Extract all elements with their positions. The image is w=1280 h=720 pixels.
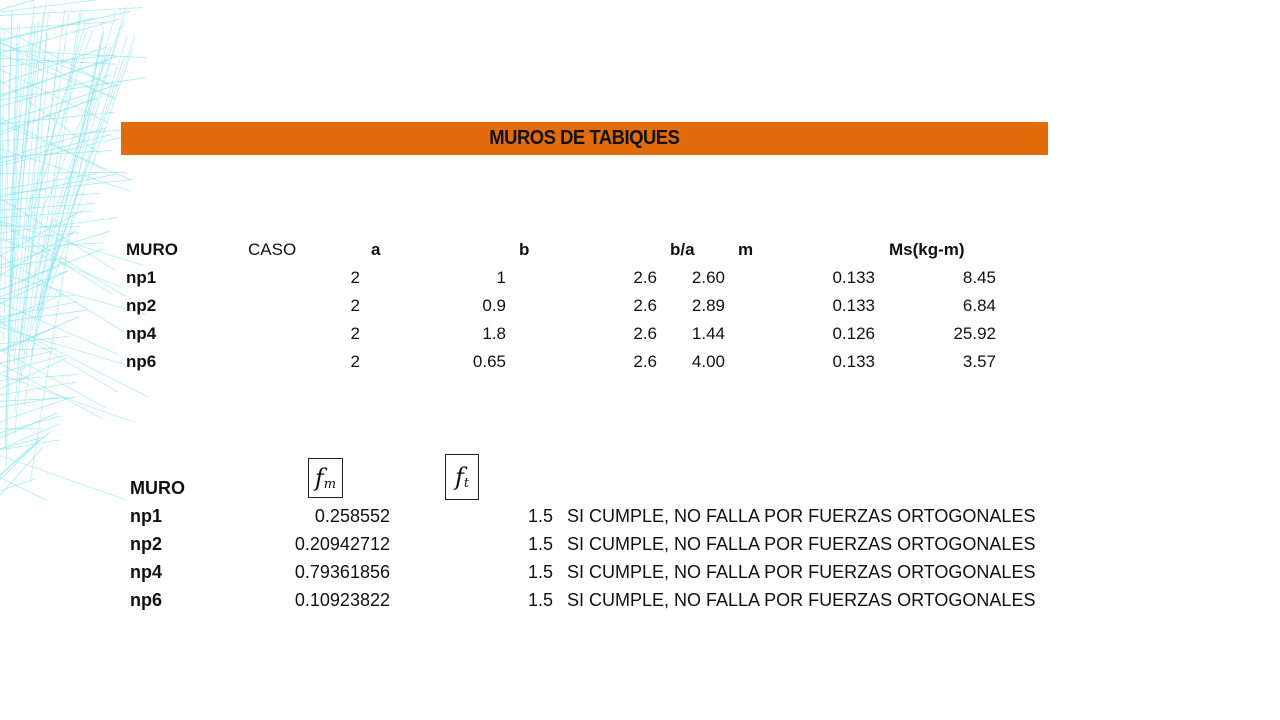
t1-b: 2.6 [633,296,657,315]
t2-result: SI CUMPLE, NO FALLA POR FUERZAS ORTOGONALES [567,534,1036,554]
t2-fm: 0.20942712 [294,534,390,554]
wireframe-line [0,363,103,419]
t1-muro: np6 [126,352,157,371]
wireframe-line [0,397,60,407]
t1-header-m: m [738,240,754,259]
t2-fm: 0.258552 [314,506,390,526]
t1-header-ba: b/a [670,240,695,259]
t1-header-a: a [371,240,381,259]
t2-muro: np6 [130,590,163,610]
page-title: MUROS DE TABIQUES [489,127,680,149]
t1-caso: 2 [350,268,360,287]
wireframe-line [0,479,34,490]
t1-ba: 2.60 [691,268,725,287]
t1-ba: 2.89 [691,296,725,315]
t1-ba: 1.44 [691,324,725,343]
t1-a: 1.8 [482,324,506,343]
t1-a: 0.65 [472,352,506,371]
t2-ft: 1.5 [527,590,553,610]
t1-ms: 6.84 [962,296,996,315]
t1-header-caso: CASO [248,240,297,259]
wireframe-line [0,0,124,10]
t1-caso: 2 [350,324,360,343]
t1-ms: 3.57 [962,352,996,371]
fm-symbol-sub: m [323,476,337,492]
t1-ms: 25.92 [953,324,996,343]
t1-m: 0.133 [832,296,875,315]
t1-header-b: b [519,240,530,259]
t1-ms: 8.45 [962,268,996,287]
wireframe-line [0,243,104,248]
t1-m: 0.126 [832,324,875,343]
t1-b: 2.6 [633,324,657,343]
wireframe-line [0,455,130,500]
ft-symbol [445,454,479,500]
t2-result: SI CUMPLE, NO FALLA POR FUERZAS ORTOGONALES [567,506,1036,526]
t2-fm: 0.79361856 [294,562,390,582]
t1-m: 0.133 [832,268,875,287]
t1-muro: np2 [126,296,157,315]
t2-muro: np4 [130,562,163,582]
wireframe-line [37,57,124,311]
t1-caso: 2 [350,296,360,315]
wireframe-line [0,374,77,380]
wireframe-line [0,172,126,173]
wireframe-line [21,14,69,382]
t1-ba: 4.00 [691,352,725,371]
t2-ft: 1.5 [527,562,553,582]
t2-muro: np2 [130,534,163,554]
t2-result: SI CUMPLE, NO FALLA POR FUERZAS ORTOGONALES [567,590,1036,610]
wireframe-line [0,193,100,200]
t1-b: 2.6 [633,268,657,287]
t2-muro: np1 [130,506,163,526]
title-banner [121,122,1048,155]
wireframe-line [0,358,67,389]
wireframe-line [32,55,106,330]
fm-symbol-base: f [314,464,324,492]
t2-ft: 1.5 [527,534,553,554]
wireframe-line [0,8,143,16]
fm-symbol [308,458,343,498]
t1-muro: np1 [126,268,157,287]
t1-a: 1 [496,268,506,287]
wireframe-line [0,274,146,315]
t2-ft: 1.5 [527,506,553,526]
t1-muro: np4 [126,324,157,343]
t2-header-muro: MURO [130,478,185,498]
t1-a: 0.9 [482,296,506,315]
ft-symbol-base: f [454,463,464,491]
t2-result: SI CUMPLE, NO FALLA POR FUERZAS ORTOGONALES [567,562,1036,582]
t1-header-ms: Ms(kg-m) [889,240,965,259]
ft-symbol-sub: t [463,475,470,491]
t1-caso: 2 [350,352,360,371]
wireframe-line [0,413,58,438]
t2-fm: 0.10923822 [294,590,390,610]
wireframe-line [0,374,135,422]
t1-m: 0.133 [832,352,875,371]
wireframe-line [0,123,131,180]
t1-header-muro: MURO [126,240,178,259]
t1-b: 2.6 [633,352,657,371]
